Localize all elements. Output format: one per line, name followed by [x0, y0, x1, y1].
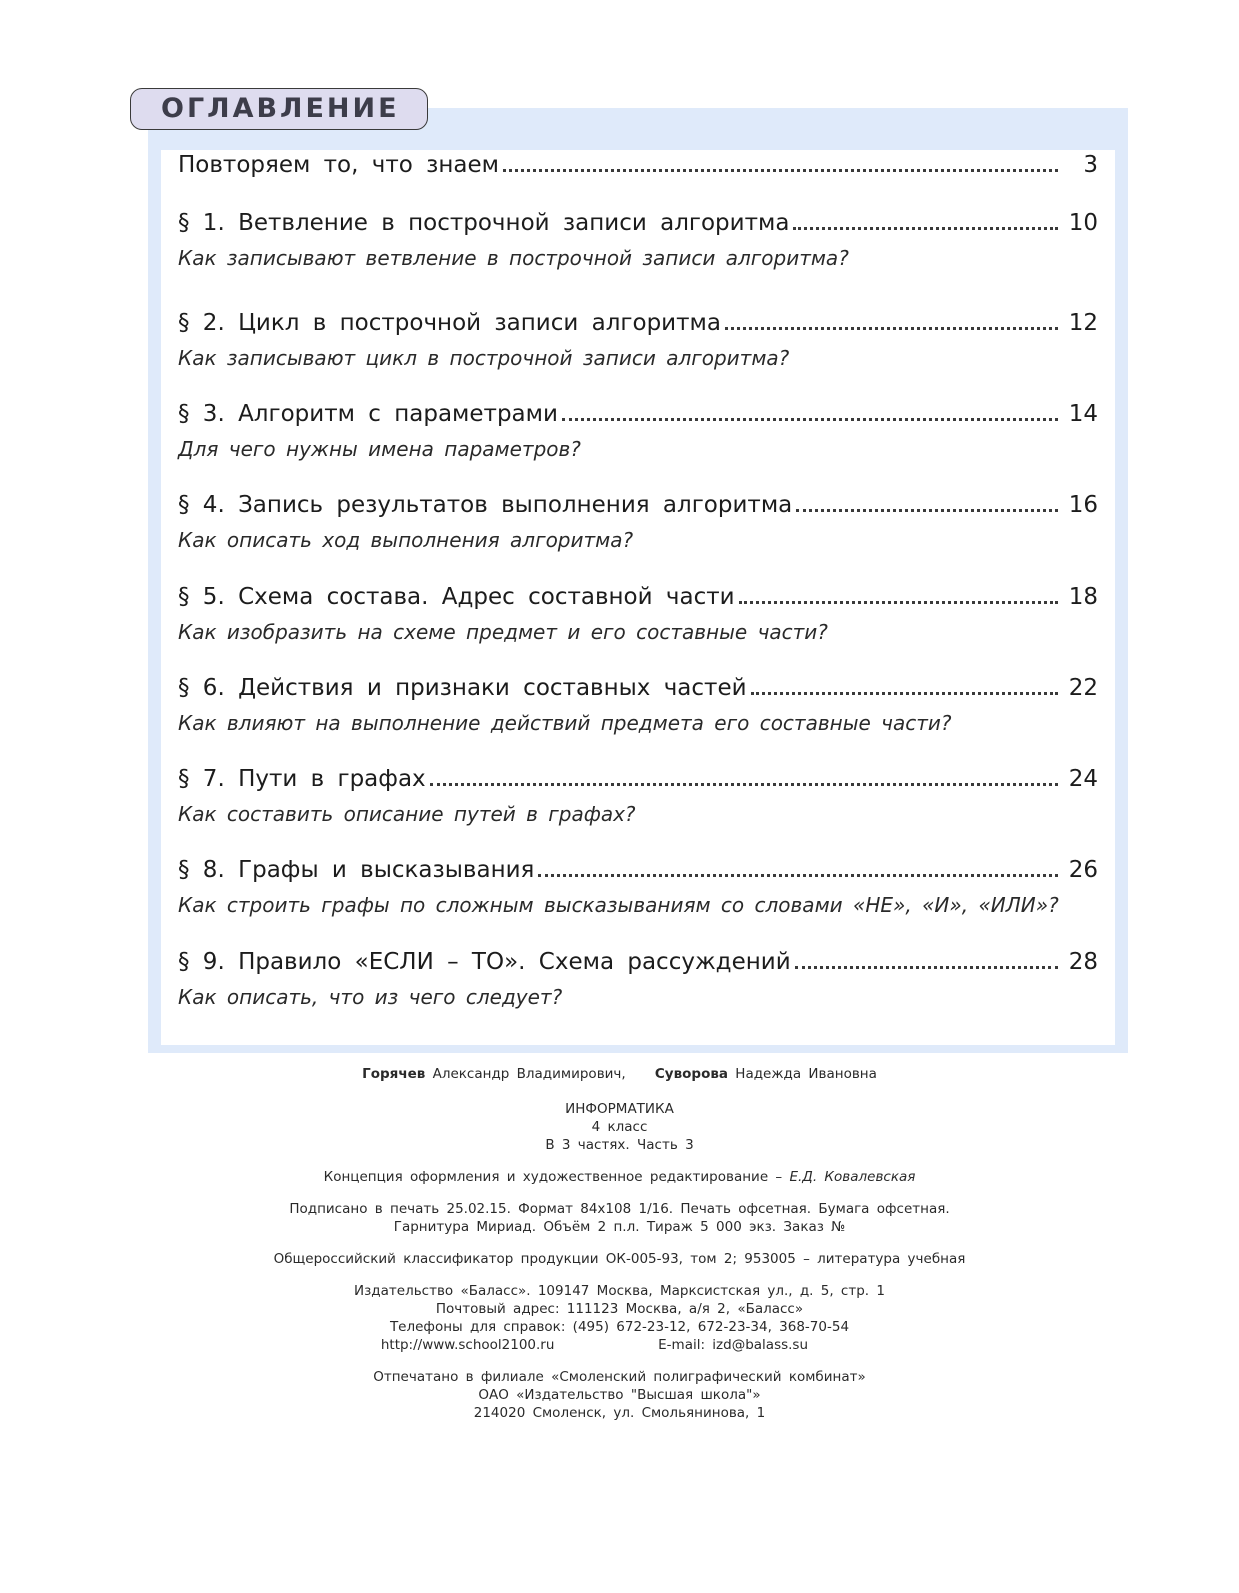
author1-surname: Горячев: [362, 1066, 426, 1082]
toc-entry[interactable]: [178, 766, 1098, 826]
book-title: ИНФОРМАТИКА: [565, 1101, 674, 1117]
toc-entry-question: Для чего нужны имена параметров?: [178, 437, 581, 461]
toc-entry-page: 12: [1068, 310, 1098, 336]
toc-entry[interactable]: [178, 584, 1098, 644]
classifier-block: [0, 1250, 1239, 1268]
toc-entry-page: 10: [1068, 210, 1098, 236]
printer-line-3: 214020 Смоленск, ул. Смольянинова, 1: [473, 1405, 766, 1421]
book-parts: В 3 частях. Часть 3: [545, 1137, 694, 1153]
toc-entry[interactable]: [178, 949, 1098, 1009]
toc-dot-leader: [739, 596, 1058, 604]
toc-entry-page: 22: [1068, 675, 1098, 701]
toc-dot-leader: [796, 504, 1058, 512]
website-link[interactable]: http://www.school2100.ru: [380, 1337, 555, 1353]
classifier: Общероссийский классификатор продукции ОК-005-93, том 2; 953005 – литература учебная: [273, 1251, 966, 1267]
email-link[interactable]: E-mail: izd@balass.su: [658, 1337, 809, 1353]
toc-entry-question: Как составить описание путей в графах?: [178, 802, 636, 826]
toc-entry-page: 14: [1068, 401, 1098, 427]
authors-line: [0, 1066, 1239, 1082]
design-credit-block: [0, 1168, 1239, 1186]
toc-entry-line: [178, 857, 1098, 891]
toc-dot-leader: [562, 413, 1058, 421]
toc-entry-page: 28: [1068, 949, 1098, 975]
toc-entry-line: [178, 401, 1098, 435]
toc-entry-line: [178, 210, 1098, 244]
toc-entry-page: 3: [1083, 152, 1098, 178]
toc-entry[interactable]: [178, 401, 1098, 461]
author2-surname: Суворова: [654, 1066, 728, 1082]
toc-entry-line: [178, 152, 1098, 186]
toc-entry-title: § 8. Графы и высказывания: [178, 857, 535, 883]
toc-entry-page: 16: [1068, 492, 1098, 518]
toc-entry-question: Как строить графы по сложным высказываниям со словами «НЕ», «И», «ИЛИ»?: [178, 893, 1059, 917]
toc-entry[interactable]: [178, 857, 1098, 917]
toc-dot-leader: [795, 961, 1058, 969]
toc-dot-leader: [751, 687, 1058, 695]
toc-entry[interactable]: [178, 675, 1098, 735]
toc-entry-question: Как описать, что из чего следует?: [178, 985, 563, 1009]
author1-name: Александр Владимирович,: [432, 1066, 626, 1082]
printer-info: [0, 1368, 1239, 1422]
toc-entry-title: § 9. Правило «ЕСЛИ – ТО». Схема рассуждений: [178, 949, 791, 975]
toc-entry[interactable]: [178, 492, 1098, 552]
toc-title: ОГЛАВЛЕНИЕ: [161, 93, 400, 124]
toc-entry-title: § 6. Действия и признаки составных частей: [178, 675, 747, 701]
toc-dot-leader: [430, 778, 1058, 786]
toc-entry[interactable]: [178, 310, 1098, 370]
publisher-info: [0, 1282, 1239, 1354]
toc-entry-title: § 5. Схема состава. Адрес составной части: [178, 584, 735, 610]
print-info: [0, 1200, 1239, 1236]
toc-dot-leader: [538, 869, 1058, 877]
print-line-1: Подписано в печать 25.02.15. Формат 84х108 1/16. Печать офсетная. Бумага офсетная.: [289, 1201, 950, 1217]
toc-dot-leader: [503, 164, 1058, 172]
toc-entry[interactable]: [178, 210, 1098, 270]
toc-entry-question: Как изобразить на схеме предмет и его составные части?: [178, 620, 828, 644]
toc-entry-line: [178, 310, 1098, 344]
toc-entry-title: § 1. Ветвление в построчной записи алгоритма: [178, 210, 790, 236]
book-grade: 4 класс: [591, 1119, 648, 1135]
toc-entry-title: § 3. Алгоритм с параметрами: [178, 401, 558, 427]
publisher-line-2: Почтовый адрес: 111123 Москва, а/я 2, «Баласс»: [435, 1301, 804, 1317]
toc-entry-title: § 2. Цикл в построчной записи алгоритма: [178, 310, 721, 336]
toc-entry-question: Как записывают ветвление в построчной записи алгоритма?: [178, 246, 849, 270]
toc-entry[interactable]: [178, 152, 1098, 186]
toc-entry-page: 24: [1068, 766, 1098, 792]
toc-entry-question: Как записывают цикл в построчной записи алгоритма?: [178, 346, 790, 370]
toc-entry-title: Повторяем то, что знаем: [178, 152, 499, 178]
publisher-contacts: [0, 1336, 1239, 1354]
toc-entry-question: Как описать ход выполнения алгоритма?: [178, 528, 634, 552]
print-line-2: Гарнитура Мириад. Объём 2 п.л. Тираж 5 000 экз. Заказ №: [393, 1219, 846, 1235]
printer-line-2: ОАО «Издательство "Высшая школа"»: [478, 1387, 761, 1403]
toc-entry-line: [178, 675, 1098, 709]
toc-title-tab: [130, 88, 428, 130]
toc-entry-line: [178, 949, 1098, 983]
toc-entry-title: § 7. Пути в графах: [178, 766, 426, 792]
design-credit: Концепция оформления и художественное редактирование –: [323, 1169, 783, 1185]
toc-entry-line: [178, 492, 1098, 526]
toc-dot-leader: [793, 222, 1058, 230]
toc-entry-line: [178, 766, 1098, 800]
toc-entry-line: [178, 584, 1098, 618]
publisher-line-3: Телефоны для справок: (495) 672-23-12, 672-23-34, 368-70-54: [389, 1319, 850, 1335]
toc-entry-page: 26: [1068, 857, 1098, 883]
book-info: [0, 1100, 1239, 1154]
imprint: [0, 1066, 1239, 1436]
author2-name: Надежда Ивановна: [735, 1066, 877, 1082]
toc-entry-page: 18: [1068, 584, 1098, 610]
publisher-line-1: Издательство «Баласс». 109147 Москва, Марксистская ул., д. 5, стр. 1: [354, 1283, 885, 1299]
toc-dot-leader: [725, 322, 1058, 330]
design-editor: Е.Д. Ковалевская: [789, 1169, 916, 1185]
toc-entry-question: Как влияют на выполнение действий предмета его составные части?: [178, 711, 952, 735]
printer-line-1: Отпечатано в филиале «Смоленский полиграфический комбинат»: [373, 1369, 866, 1385]
toc-entry-title: § 4. Запись результатов выполнения алгоритма: [178, 492, 793, 518]
